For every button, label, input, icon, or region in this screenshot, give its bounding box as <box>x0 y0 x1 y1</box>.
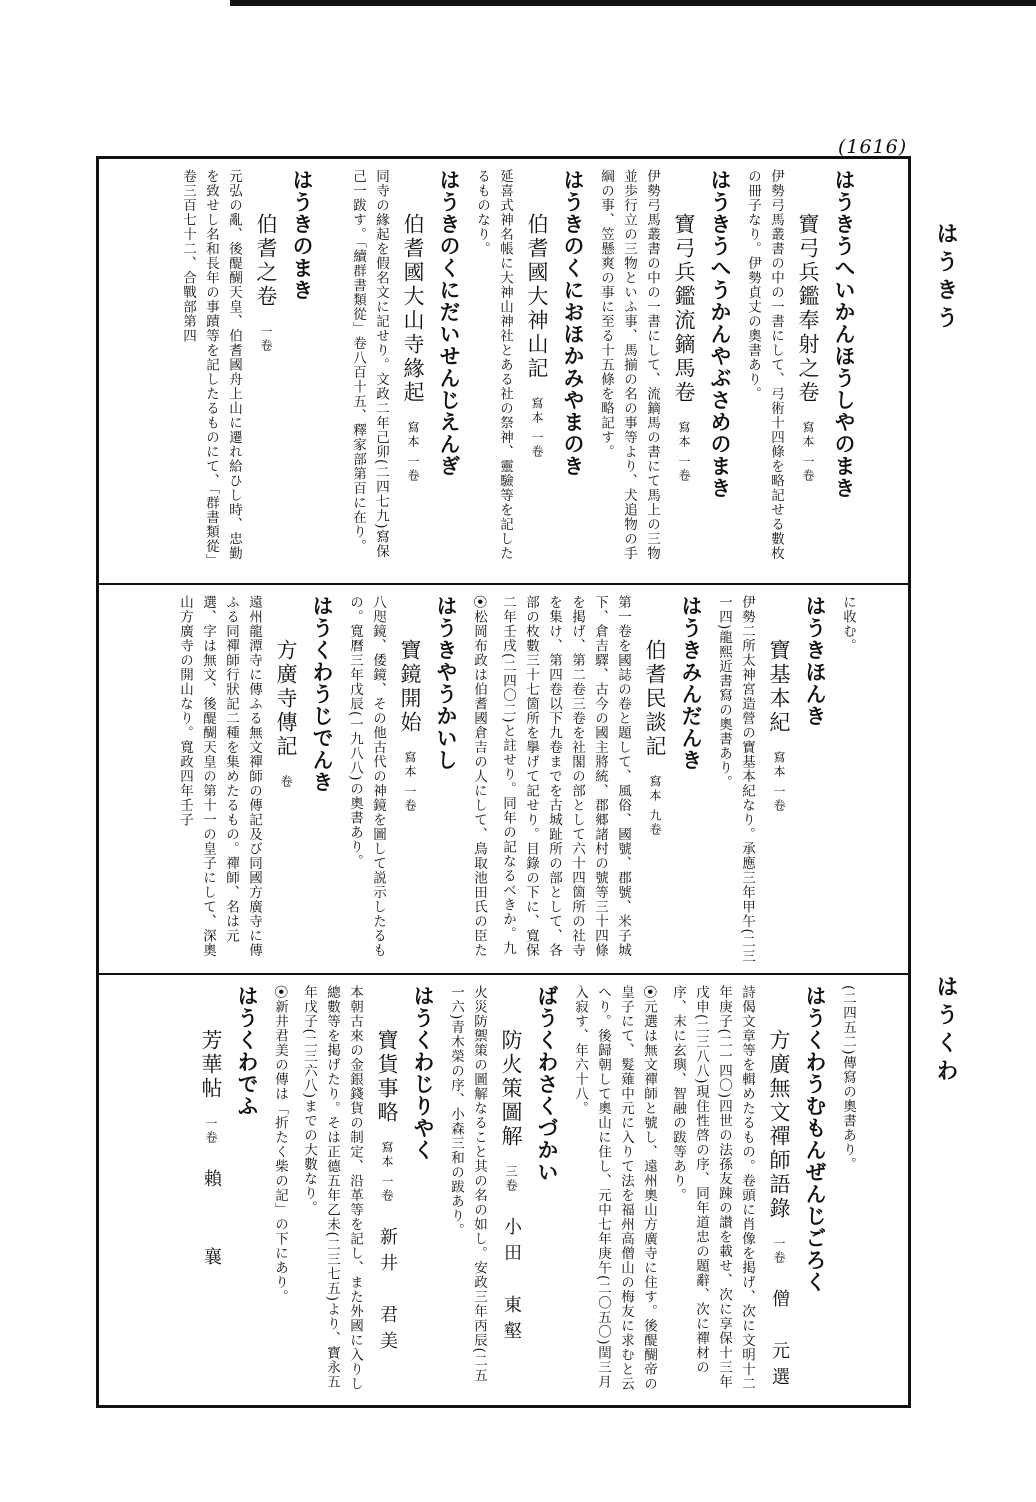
entry-volume: 寫本 一卷 <box>772 751 786 813</box>
entry-reading-heading: はうきのくにだいせんじえんぎ <box>437 169 462 477</box>
entry-description: 火災防禦策の圖解なること其の名の如し。安政三年丙辰(二五一六)青木榮の序、小森三和の跋あり。 <box>448 985 487 1383</box>
section-middle <box>99 583 908 975</box>
entry-title-text: 伯耆民談記 <box>643 639 667 759</box>
entry-description: 伊勢弓馬叢書の中の一書にして、弓術十四條を略記せる數枚の冊子なり。伊勢貞丈の奧書あり。 <box>745 169 784 561</box>
entry-description: 詩偈文章等を輯めたるもの。卷頭に肖像を掲げ、次に文明十二年庚子(二一四〇)四世の法孫友踈の讃を載せ、次に享保十三年戊申(二三八八)現住性啓の序、同年道忠の題辭、次に禪材の序、末に玄璵、智融の跋等あり。 <box>670 985 755 1391</box>
entry-title <box>793 169 823 573</box>
entry-volume: 三卷 <box>504 1165 518 1193</box>
entry-title-text: 伯耆國大神山記 <box>525 213 549 381</box>
entry-author: 僧 元選 <box>769 1289 790 1393</box>
entry-description: 伊勢二所太神宮造營の寶基本紀なり。承應三年甲午(二三一四)龍熙近書寫の奧書あり。 <box>716 595 755 964</box>
entry-reading-heading: ばうくわさくづかい <box>535 985 560 1183</box>
entry-description: 延喜式神名帳に大神山神社とある社の祭神、靈驗等を記したるものなり。 <box>474 169 513 561</box>
entry-title <box>271 595 301 965</box>
entry-reading-heading: はうきやうかいし <box>434 595 459 771</box>
entry-description: 遠州龍潭寺に傳ふる無文禪師の傳記及び同國方廣寺に傳ふる同禪師行狀記二種を集めたるもの。禪師、名は元選、字は無文、後醍醐天皇の第十一の皇子にして、深奧山方廣寺の開山なり。寬政四年壬子 <box>177 595 262 958</box>
entry-volume: 寫本 一卷 <box>403 751 417 813</box>
entry-reading-heading: はうきみんだんき <box>679 595 704 771</box>
entry-description: ⦿元選は無文禪師と號し、遠州奧山方廣寺に住す。後醍醐帝の皇子にて、髮薙中元に入りて法を福州高僧山の梅友に求むと云へり。後歸朝して奧山に住し、元中七年庚午(二〇五〇)閏三月入寂す、年六十八。 <box>572 985 657 1391</box>
entry-title-text: 寶基本紀 <box>767 639 791 735</box>
entry-reading-heading: はうきほんき <box>803 595 828 727</box>
entry-title-text: 寶弓兵鑑流鏑馬卷 <box>672 213 696 405</box>
entry-title-text: 寶鏡開始 <box>398 639 422 735</box>
entry-description: 八咫鏡、倭鏡、その他古代の神鏡を圖して説示したるもの。寬曆三年戊辰(一九八八)の奧書あり。 <box>347 595 386 958</box>
entry-title <box>764 985 794 1397</box>
entry-description: 元弘の亂、後醍醐天皇、伯耆國舟上山に遷れ給ひし時、忠勤を致せし名和長年の事蹟等を記したるものにて、「群書類從」卷三百七十二、合戰部第四 <box>180 169 242 569</box>
entry-volume: 卷 <box>279 775 293 789</box>
entry-title-text: 方廣無文禪師語錄 <box>767 1029 791 1221</box>
entry-description: に收む。 <box>840 595 856 653</box>
entry-reading-heading: はうくわうじでんき <box>310 595 335 793</box>
entry-reading-heading: はうくわうむもんぜんじごろく <box>803 985 828 1293</box>
entry-reading-heading: はうきのくにおほかみやまのき <box>561 169 586 477</box>
entry-description: ⦿松岡布政は伯耆國倉吉の人にして、鳥取池田氏の臣た <box>471 595 487 958</box>
entry-volume: 寫本 一卷 <box>406 421 420 483</box>
entry-volume: 寫本 一卷 <box>677 421 691 483</box>
entry-reading-heading: はうくわでふ <box>235 985 260 1117</box>
entry-title <box>251 169 281 573</box>
entry-title <box>764 595 794 965</box>
entry-reading-heading: はうきのまき <box>290 169 315 301</box>
entry-reading-heading: はうくわじりやく <box>411 985 436 1161</box>
entry-author: 賴 襄 <box>201 1169 222 1273</box>
entry-description: 第一卷を國誌の卷と題して、風俗、國號、郡號、米子城下、倉吉驛、古今の國主將統、郡郷諸村の號等三十四條を掲げ、第二卷三卷を社閣の部として六十四箇所の社寺を集け、第四卷以下九卷までを古城趾所の部として、各部の枚數三十七箇所を擧げて記せり。目錄の下に、寬保二年壬戌(二四〇二)と註せり。同年の記なるべきか。九 <box>500 595 631 958</box>
top-edge-bar <box>230 0 1036 6</box>
entry-title-text: 伯耆國大山寺緣起 <box>401 213 425 405</box>
entry-volume: 寫本 一卷 <box>380 1141 394 1203</box>
entry-description: 伊勢弓馬叢書の中の一書にして、流鏑馬の書にて馬上の三物並歩行立の三物といふ事、馬揃の名の事等より、犬追物の手綱の事、笠懸爽の事に至る十五條を略記す。 <box>598 169 660 561</box>
page-number: (1616) <box>838 136 908 158</box>
running-headword-bottom: はうくわ <box>933 975 959 1087</box>
entry-description: ⦿新井君美の傳は「折たく柴の記」の下にあり。 <box>272 985 288 1304</box>
entry-title-text: 寶貨事略 <box>375 1029 399 1125</box>
entry-title-text: 伯耆之卷 <box>254 213 278 309</box>
entry-author: 小田 東壑 <box>501 1217 522 1347</box>
entry-title <box>640 595 670 965</box>
entry-description: 同寺の緣起を假名文に記せり。文政二年己卯(二四七九)寫保己一跋す。「續群書類從」卷八百十五、釋家部第百に在り。 <box>350 169 389 559</box>
entry-title <box>372 985 402 1397</box>
entry-description: (二四五二)傳寫の奧書あり。 <box>840 985 856 1172</box>
entry-volume: 寫本 一卷 <box>530 397 544 459</box>
entry-description: 本朝古來の金銀錢貨の制定、沿革等を記し、また外國に入りし總數等を掲げたり。そは正德五年乙未(二三七五)より、寶永五年戊子(二三六八)までの大數なり。 <box>301 985 363 1391</box>
entry-volume: 一卷 <box>259 325 273 353</box>
entry-title-text: 防火策圖解 <box>499 1029 523 1149</box>
entry-title <box>395 595 425 965</box>
entry-title <box>669 169 699 573</box>
entry-title <box>522 169 552 573</box>
entry-title <box>398 169 428 573</box>
entry-volume: 寫本 九卷 <box>648 775 662 837</box>
dictionary-frame <box>96 156 911 1408</box>
entry-title <box>196 985 226 1397</box>
entry-title-text: 寶弓兵鑑奉射之卷 <box>796 213 820 405</box>
entry-title-text: 芳華帖 <box>199 1029 223 1101</box>
entry-reading-heading: はうきうへいかんほうしやのまき <box>832 169 857 499</box>
entry-title <box>496 985 526 1397</box>
section-top <box>99 159 908 583</box>
entry-volume: 寫本 一卷 <box>801 421 815 483</box>
entry-title-text: 方廣寺傳記 <box>274 639 298 759</box>
entry-author: 新井 君美 <box>377 1226 398 1357</box>
entry-volume: 一卷 <box>772 1237 786 1265</box>
section-bottom <box>99 973 908 1407</box>
entry-volume: 一卷 <box>204 1117 218 1145</box>
entry-reading-heading: はうきうへうかんやぶさめのまき <box>708 169 733 499</box>
running-headword-top: はうきう <box>933 222 959 334</box>
